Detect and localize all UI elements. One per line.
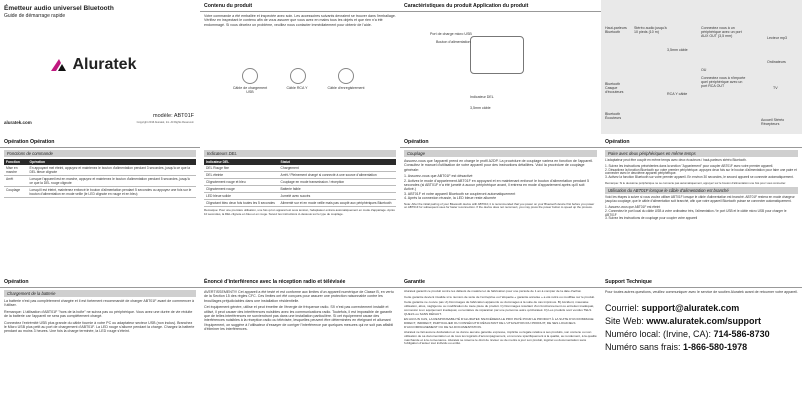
control-functions-table	[4, 159, 196, 198]
warranty-text-2: Cette garantie devient invalide si le numéro de série de l'entreprise ou l'étiquette « garantie annulée » a été retiré ou modifiée sur le produit.	[404, 294, 595, 299]
led-note: Remarque: Pour une première utilisation, une fois qu'un appareil est sous tension, l'adaptateur entrera automatiquement en mode d'appairage. Après 10 secondes, la DEL clignote en bleu et en rouge. Suivez les instructions ci-dessous sur le type de couplage.	[204, 208, 395, 216]
features-title: Caractéristiques du produit Application du produit	[400, 0, 601, 12]
app-label-speakers: Haut-parleurs Bluetooth	[605, 26, 627, 34]
brand-name: Aluratek	[72, 56, 137, 73]
usb-cable-icon	[242, 68, 258, 84]
cell: Batterie faible	[279, 186, 396, 193]
site-label: Site Web:	[605, 316, 647, 327]
support-free-phone[interactable]: 1-866-580-1978	[683, 342, 748, 353]
cell: Arrêt / Pleinement chargé si connecté à une source d'alimentation	[279, 172, 396, 179]
cell: Alimenté sur et en mode veille mais pas couplé aux périphériques Bluetooth	[279, 200, 396, 207]
col-function: Fonction	[4, 159, 28, 165]
table-row	[204, 186, 396, 193]
feature-label-power-button: Bouton d'alimentation	[436, 40, 471, 44]
warranty-title: Garantie	[400, 276, 601, 288]
warranty-panel	[400, 268, 601, 401]
contents-title: Contenu du produit	[200, 0, 400, 12]
cell: Clignotement rouge et bleu	[204, 179, 279, 186]
support-panel	[601, 268, 802, 401]
warranty-text-5: Aluratek ne fait aucune déclaration et ne donne aucune garantie expresse, implicite ou légale relative à ses produits, son contenu ou son utilisation de sa documentation et de tous les logiciels d'accompagnement, et renonce spécifiquement à la qualité, au rendement, à la qualité marchande et à la convenance. Aluratek se réserve le droit de réviser ou de mettre à jour son produit, logiciel ou documentation sans l'obligation d'aviser tout individu ou entité.	[404, 330, 597, 346]
col-status: Statut	[279, 159, 396, 165]
features-panel	[400, 0, 601, 134]
contents-item-2: Câble RCA Y	[286, 86, 308, 90]
table-row	[204, 179, 396, 186]
table-row	[204, 172, 396, 179]
app-label-receivers: Accueil Stéréo Récepteurs	[761, 118, 785, 126]
table-row	[204, 193, 396, 200]
app-label-mp3: Lecteur mp3	[767, 36, 787, 40]
fcc-text-2: Cet équipement génère, utilise et peut émettre de l'énergie de fréquence radio. S'il n'est pas correctement installé et utilisé, il peut causer des interférences nuisibles avec les communications radio. Toutefois, il est impossible de garantir que de telles interférences ne surviendront pas dans une installation particulière. Si cet équipement cause des interférences nuisibles à la réception radio ou télévisée, lesquelles peuvent être déterminées en éteignant et allumant l'équipement, on suggère à l'utilisateur d'essayer de corriger l'interférence par quelques mesures qui ne soit pas affaibli d'éliminer les interférences.	[204, 305, 394, 332]
dual-pairing-intro: L'adaptateur peut être couplé en même temps avec deux écouteurs / haut-parleurs stéréo Bluetooth.	[605, 158, 747, 162]
operation-panel-3	[400, 136, 601, 264]
table-row	[204, 200, 396, 207]
operation-panel-5	[0, 268, 200, 401]
fcc-title: Énoncé d'interférence avec la réception radio et télévisée	[200, 276, 400, 288]
battery-text-2: Remarque: L'utilisation d'ABT01F "hors de la boîte" ne suivra pas ou périphérique. Vous avez une durée de vie réduite de la batterie car l'appareil ne sera pas complètement chargé.	[4, 309, 193, 319]
fcc-text-1: AVERTISSEMENT!!! Cet appareil a été testé et est conforme aux limites d'un appareil numérique de Classe B, en vertu de la Section 15 des règles CFC. Ces limites ont été conçues pour assurer une protection raisonnable contre les brouillages préjudiciables dans une installation résidentielle.	[204, 290, 394, 303]
table-row	[4, 176, 196, 187]
col-operation: Opération	[28, 159, 197, 165]
contents-item-1: Câble de chargement USB	[232, 86, 268, 94]
dual-pairing-step: 1. Suivez les instructions précédentes dans la section "Appariement" pour coupler ABT01F avec votre premier appareil.	[605, 163, 774, 168]
support-local-phone[interactable]: 714-586-8730	[713, 329, 770, 340]
app-label-aux: Connectez vous à un périphérique avec un port AUX OUT (3,5 mm)	[701, 26, 742, 38]
app-label-computers: Ordinateurs	[767, 60, 786, 64]
support-contacts	[605, 302, 798, 354]
app-label-earbuds: Bluetooth Écouteurs	[605, 112, 622, 120]
cell: DEL Rouge fixe	[204, 165, 279, 172]
dual-pairing-subheading: Paire avec deux périphériques en même temps	[605, 150, 798, 157]
cover-panel	[0, 0, 200, 134]
email-label: Courriel:	[605, 303, 642, 314]
dual-pairing-note: Remarque: Si le deuxième périphérique ne se connecte pas automatiquement, appuyez sur le bouton d'alimentation une fois pour vous connecter.	[605, 180, 787, 185]
app-label-range: Stéréo audio jusqu'à 10 pieds (10 m)	[634, 26, 667, 34]
app-label-headset: Bluetooth Casque d'écouteurs	[605, 82, 624, 94]
copyright: Copyright 2016 Aluratek, Inc. All Rights Reserved.	[136, 121, 194, 124]
cell: Lorsque l'appareil est en marche, appuyez et maintenez le bouton d'alimentation pendant 5 secondes, jusqu'à ce que la DEL rouge clignote	[28, 176, 197, 187]
feature-label-usb-port: Port de charge micro USB	[430, 32, 472, 36]
contents-text: Votre commande a été emballée et inspectée avec soin. Les accessoires suivants devraient se trouver dans l'emballage. Vérifiez en inspectant le contenu afin de vous assurer que vous avez en mains tous les objets et que rien n'a été endommagé. Si vous décelez un problème, veuillez nous contacter immédiatement pour obtenir de l'aide.	[204, 14, 396, 27]
battery-charging-subheading: Chargement de la batterie	[4, 290, 196, 297]
operation-title-3: Opération	[400, 136, 601, 148]
operation-title-4: Opération	[601, 136, 802, 148]
cell: En appuyant mel éteint, appuyez et maintenez le bouton d'alimentation pendant 3 secondes, jusqu'à ce que la DEL bleue clignote	[28, 165, 197, 176]
app-label-35mm: 3,5mm câble	[667, 48, 688, 52]
cell: Clignotant bleu deux fois toutes les 5 secondes	[204, 200, 279, 207]
cell: Couplage en mode transmission / réception	[279, 179, 396, 186]
transmitter-device	[470, 36, 524, 74]
warranty-text-3: Cette garantie ne couvre pas: A) Dommages de fabrication apparents ou dommages à la suite de cas imprévus. B) Accident, mauvaise utilisation, abus, négligence ou modification de toute pièce du produit. C) Dommages résultant d'un fonctionnement ou entretien inadéquat, connexion à un équipement inadéquat, ou tentative de réparation par une personne autre qu'Aluratek. D) Les produits sont vendus TELS QUELS ou SANS DÉFAUT.	[404, 300, 595, 316]
charging-use-intro: Voici les étapes à suivre si vous voulez utiliser ABT01F lorsque le câble d'alimentation est branché. ABT01F restera en mode chargeur jusqu'au couplage, que le câble d'alimentation soit branché, afin que votre appareil Bluetooth puisse se connecter automatiquement.	[605, 195, 795, 204]
app-label-or: OU	[701, 68, 707, 72]
dual-pairing-step: 2. Désactivez la fonction Bluetooth sur votre premier périphérique. appuyez deux fois sur le bouton d'alimentation pour faire une paire et connecter avec le deuxième appareil périphérique.	[605, 167, 797, 176]
control-functions-subheading: Fonctions de commande	[4, 150, 196, 157]
feature-label-cable: 3,5mm câble	[470, 106, 491, 110]
support-intro: Pour toutes autres questions, veuillez communiquer avec le service de soutien Aluratek avant de retourner votre appareil.	[605, 290, 798, 294]
operation-panel-1	[0, 136, 200, 264]
logo-icon	[50, 58, 68, 72]
cover-website[interactable]: aluratek.com	[4, 120, 32, 125]
app-label-rca: RCA Y câble	[667, 92, 688, 96]
free-label: Numéro sans frais:	[605, 342, 684, 353]
charging-use-step: 2. Connectez le port local du câble USB à votre ordinateur très, l'alimentation / le port USB et le câble micro USB pour charger le ABT01F	[605, 208, 787, 217]
operation-title-5: Opération	[0, 276, 200, 288]
cell: DEL éteinte	[204, 172, 279, 179]
contents-item-3: Câble d'enregistrement	[327, 86, 365, 90]
support-site[interactable]: www.aluratek.com/support	[646, 316, 762, 327]
cell: Couplage	[4, 187, 28, 198]
audio-cable-icon	[338, 68, 354, 84]
table-row	[4, 187, 196, 198]
feature-label-led: Indicateur DEL	[470, 95, 494, 99]
contents-panel	[200, 0, 400, 134]
cell: Jumelé avec succès	[279, 193, 396, 200]
operation-title-1: Opération Opération	[0, 136, 200, 148]
pairing-step: 4. Après la connexion réussie, la LED bleue reste allumée	[404, 196, 497, 201]
cell: Arrêt	[4, 176, 28, 187]
operation-panel-4	[601, 136, 802, 264]
warranty-text-4: EN AUCUN CAS, LA RESPONSABILITÉ D'ALURATEK N'EXCÉDERA LE PRIX PAYÉ POUR LE PRODUIT À LA SUITE D'UN DOMMAGE DIRECT, INDIRECT, PARTICULIER OU CONSÉCUTIF RÉSULTANT DE L'UTILISATION DU PRODUIT, DE SES LOGICIELS D'ACCOMPAGNEMENT OU DE SA DOCUMENTATION.	[404, 317, 594, 329]
support-local-row	[605, 328, 798, 341]
app-label-rca-out: Connectez vous à n'importe quel périphérique avec un port RCA OUT	[701, 76, 746, 88]
charging-use-subheading: Utilisation du ABT01F lorsque le câble d'alimentation est branché	[605, 187, 798, 194]
pairing-note: Note: After the initial pairing of your Bluetooth device with ABT01F, it is recommended that you power on your Bluetooth device first before you power on ABT01F for subsequent uses for faster reconnection. If the device does not reconnect, you may press the power button to speed up the process.	[404, 201, 595, 210]
dual-pairing-step: 3. Activez la fonction Bluetooth sur votre premier appareil. En environ 30 secondes, le second appareil se connecte automatiquement.	[605, 175, 794, 180]
local-label: Numéro local: (Irvine, CA):	[605, 329, 714, 340]
battery-text-3: Connectez l'extrémité USB plus grande du câble fournie à votre PC ou adaptateur secteur USB (non inclus). Branchez le Micro USB plus petit au port de chargement d'ABT01F. La LED rouge s'allume pendant la charge. Chargez la batterie pendant au moins 3 heures. Une fois la charge terminée, la LED rouge s'éteint.	[4, 320, 195, 334]
cover-title: Émetteur audio universel Bluetooth	[4, 5, 114, 12]
rca-cable-icon	[290, 68, 306, 84]
cell: LED bleue solide	[204, 193, 279, 200]
application-panel	[601, 0, 802, 134]
pairing-step: 3. ABT01F et votre appareil Bluetooth se coupleront automatiquement	[404, 191, 516, 196]
pairing-intro: Assurez-vous que l'appareil prend en charge le profil A2DP. La procédure de couplage variera en fonction de l'appareil. Consultez le manuel d'utilisation de votre appareil pour des instructions détaillées. Voici la procédure de couplage générale:	[404, 159, 594, 172]
led-indicators-subheading: Indicateurs DEL	[204, 150, 396, 157]
fcc-panel	[200, 268, 400, 401]
cover-subtitle: Guide de démarrage rapide	[4, 13, 66, 19]
pairing-step: 1. Assurez-vous que ABT01F est désactivé	[404, 174, 473, 179]
cell: Lorsqu'il est éteint, maintenez enfoncé le bouton d'alimentation pendant 5 secondes ou appuyez une fois sur le bouton d'alimentation en mode veille (le LED clignote en rouge et en bleu)	[28, 187, 197, 198]
support-title: Support Technique	[601, 276, 802, 288]
operation-panel-2	[200, 136, 400, 264]
cell: Mise en marche	[4, 165, 28, 176]
support-email-row	[605, 302, 798, 315]
support-free-row	[605, 341, 798, 354]
led-indicators-table	[204, 159, 396, 207]
pairing-step: 2. Activez le mode d'appariement ABT01F en appuyant et en maintenant enfoncé le bouton d'alimentation pendant 5 secondes (si ABT01F n'a été jumelé à aucun périphérique avant, il entrera en mode d'appariement après qu'il soit Activé.)	[404, 178, 589, 192]
cell: Clignotement rouge	[204, 186, 279, 193]
col-led: Indicateur DEL	[204, 159, 279, 165]
charging-use-step: 1. Assurez-vous que ABT01F est éteint	[605, 204, 661, 209]
battery-text-1: La batterie n'est pas complètement chargée et il est fortement recommandé de charger ABT01F avant de commencer à l'utiliser.	[4, 299, 195, 308]
charging-use-step: 3. Suivez les instructions de couplage pour coupler votre appareil	[605, 216, 698, 221]
support-site-row	[605, 315, 798, 328]
support-email[interactable]: support@aluratek.com	[641, 303, 740, 314]
table-row	[4, 165, 196, 176]
cell: Chargement	[279, 165, 396, 172]
model-number: modèle: ABT01F	[153, 113, 194, 119]
app-label-tv: TV	[773, 86, 778, 90]
brand-logo	[50, 56, 136, 74]
warranty-text-1: Aluratek garantit ce produit contre les défauts de matériel et de fabrication pour une période de 1 an à compter de la date d'achat.	[404, 289, 582, 293]
pairing-subheading: Couplage	[404, 150, 597, 157]
